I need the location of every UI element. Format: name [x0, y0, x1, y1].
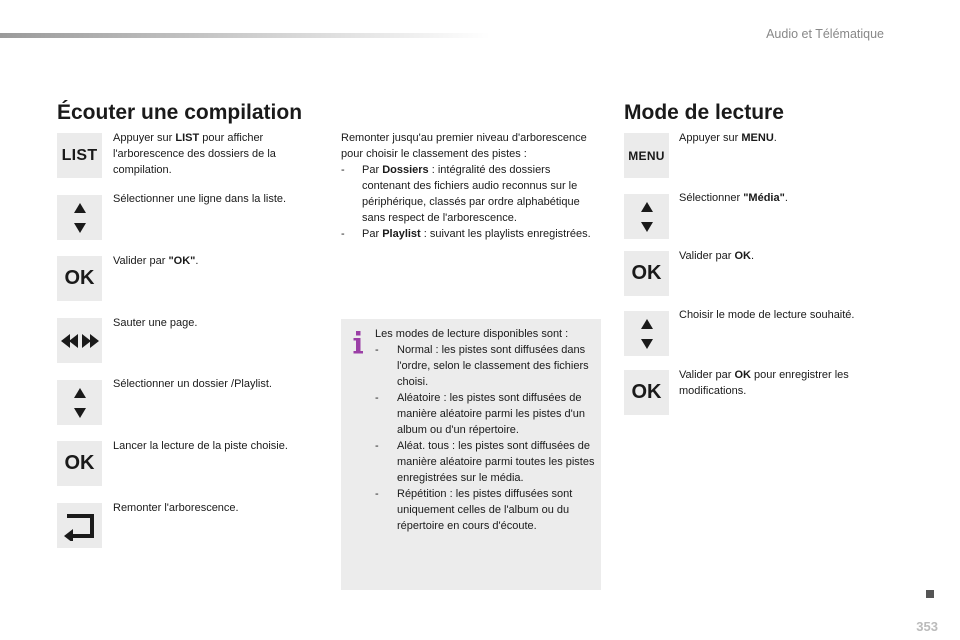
left-step-2: Sélectionner une ligne dans la liste.: [113, 193, 287, 205]
arrow-up-down-key: [624, 311, 669, 356]
menu-key-label: MENU: [628, 148, 665, 163]
note-item: - Répétition : les pistes diffusées sont uniquement celles de l'album ou du répertoire en cours d'écoute.: [375, 488, 573, 532]
up-down-arrows-icon: [74, 203, 86, 233]
up-down-arrows-icon: [641, 202, 653, 232]
return-key: [57, 503, 102, 548]
page-number: 353: [916, 619, 938, 634]
list-key-label: LIST: [61, 146, 98, 164]
section-label: Audio et Télématique: [766, 27, 884, 41]
left-step-5: Sélectionner un dossier /Playlist.: [113, 378, 272, 390]
ok-key-label: OK: [64, 452, 95, 474]
page-skip-key: [57, 318, 102, 363]
return-arrow-icon: [63, 511, 97, 541]
note-item: - Normal : les pistes sont diffusées dans l'ordre, selon le classement des fichiers choisi.: [375, 344, 589, 388]
note-item: - Aléat. tous : les pistes sont diffusées de manière aléatoire parmi toutes les pistes enregistrées sur le média.: [375, 440, 595, 484]
browse-order-intro: Remonter jusqu'au premier niveau d'arborescence pour choisir le classement des pistes :: [341, 132, 587, 160]
arrow-up-down-key: [57, 195, 102, 240]
ok-key-label: OK: [631, 381, 662, 403]
menu-key: [624, 133, 669, 178]
note-intro: Les modes de lecture disponibles sont :: [375, 328, 569, 340]
up-down-arrows-icon: [74, 388, 86, 418]
left-section-title: Écouter une compilation: [57, 101, 303, 124]
ok-key-label: OK: [64, 267, 95, 289]
info-icon: [351, 327, 365, 357]
ok-key-label: OK: [631, 262, 662, 284]
ok-key: [624, 251, 669, 296]
left-step-3: Valider par "OK".: [113, 255, 199, 267]
right-section-title: Mode de lecture: [624, 101, 784, 124]
left-step-4: Sauter une page.: [113, 317, 198, 329]
info-note-body: [375, 326, 597, 534]
right-step-5: Valider par OK pour enregistrer les modifications.: [679, 369, 849, 397]
right-step-4: Choisir le mode de lecture souhaité.: [679, 309, 855, 321]
browse-order-paragraph: [341, 130, 601, 242]
ok-key: [57, 256, 102, 301]
left-step-7: Remonter l'arborescence.: [113, 502, 239, 514]
header-gradient-bar: [0, 33, 490, 38]
arrow-up-down-key: [624, 194, 669, 239]
left-step-1: Appuyer sur LIST pour afficher l'arborescence des dossiers de la compilation.: [113, 132, 276, 176]
left-step-6: Lancer la lecture de la piste choisie.: [113, 440, 288, 452]
list-key: [57, 133, 102, 178]
ok-key: [624, 370, 669, 415]
right-step-1: Appuyer sur MENU.: [679, 132, 777, 144]
note-item: - Aléatoire : les pistes sont diffusées de manière aléatoire parmi les pistes d'un album ou d'un répertoire.: [375, 392, 585, 436]
up-down-arrows-icon: [641, 319, 653, 349]
right-step-3: Valider par OK.: [679, 250, 754, 262]
right-step-2: Sélectionner "Média".: [679, 192, 788, 204]
arrow-up-down-key: [57, 380, 102, 425]
rewind-forward-icon: [60, 333, 100, 349]
info-note-box: [341, 319, 601, 590]
browse-order-item: - Par Playlist : suivant les playlists enregistrées.: [341, 228, 591, 240]
ok-key: [57, 441, 102, 486]
browse-order-item: - Par Dossiers : intégralité des dossiers contenant des fichiers audio reconnus sur le périphérique, classés par ordre alphabétique sans respect de l'arborescence.: [341, 164, 580, 224]
page-marker: [926, 590, 934, 598]
